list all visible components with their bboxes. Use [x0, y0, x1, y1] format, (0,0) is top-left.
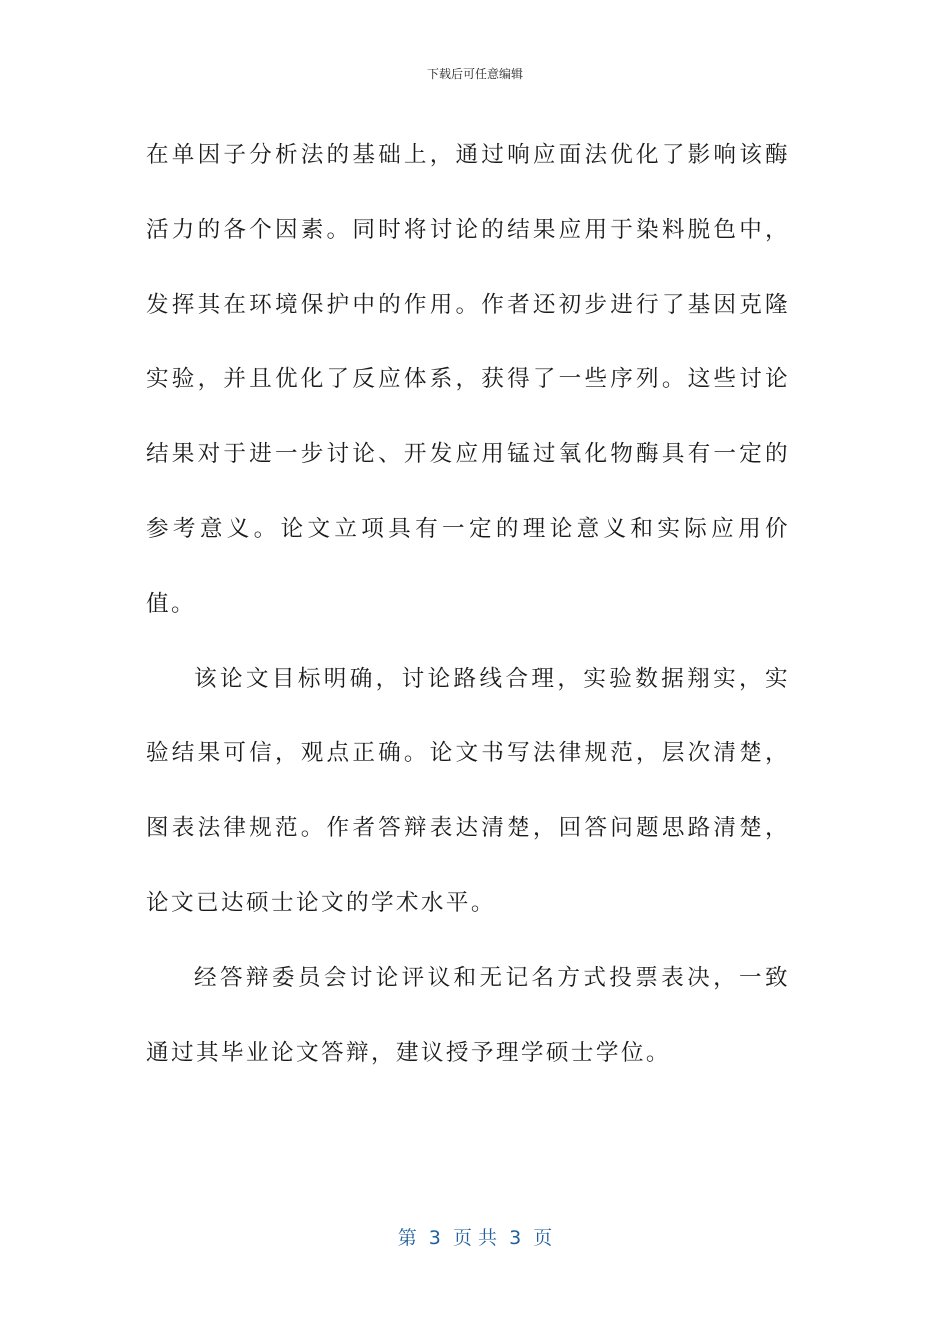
page-header-note: 下载后可任意编辑 — [426, 67, 523, 81]
document-body — [146, 118, 790, 1090]
paragraph-continuation: 在单因子分析法的基础上，通过响应面法优化了影响该酶活力的各个因素。同时将讨论的结果应用于染料脱色中，发挥其在环境保护中的作用。作者还初步进行了基因克隆实验，并且优化了反应体系，获得了一些序列。这些讨论结果对于进一步讨论、开发应用锰过氧化物酶具有一定的参考意义。论文立项具有一定的理论意义和实际应用价值。 — [146, 142, 790, 617]
paragraph-evaluation: 该论文目标明确，讨论路线合理，实验数据翔实，实验结果可信，观点正确。论文书写法律规范，层次清楚，图表法律规范。作者答辩表达清楚，回答问题思路清楚，论文已达硕士论文的学术水平。 — [146, 665, 790, 916]
page-number-footer: 第 3 页 共 3 页 — [397, 1227, 553, 1249]
paragraph-resolution: 经答辩委员会讨论评议和无记名方式投票表决，一致通过其毕业论文答辩，建议授予理学硕士学位。 — [146, 964, 790, 1066]
